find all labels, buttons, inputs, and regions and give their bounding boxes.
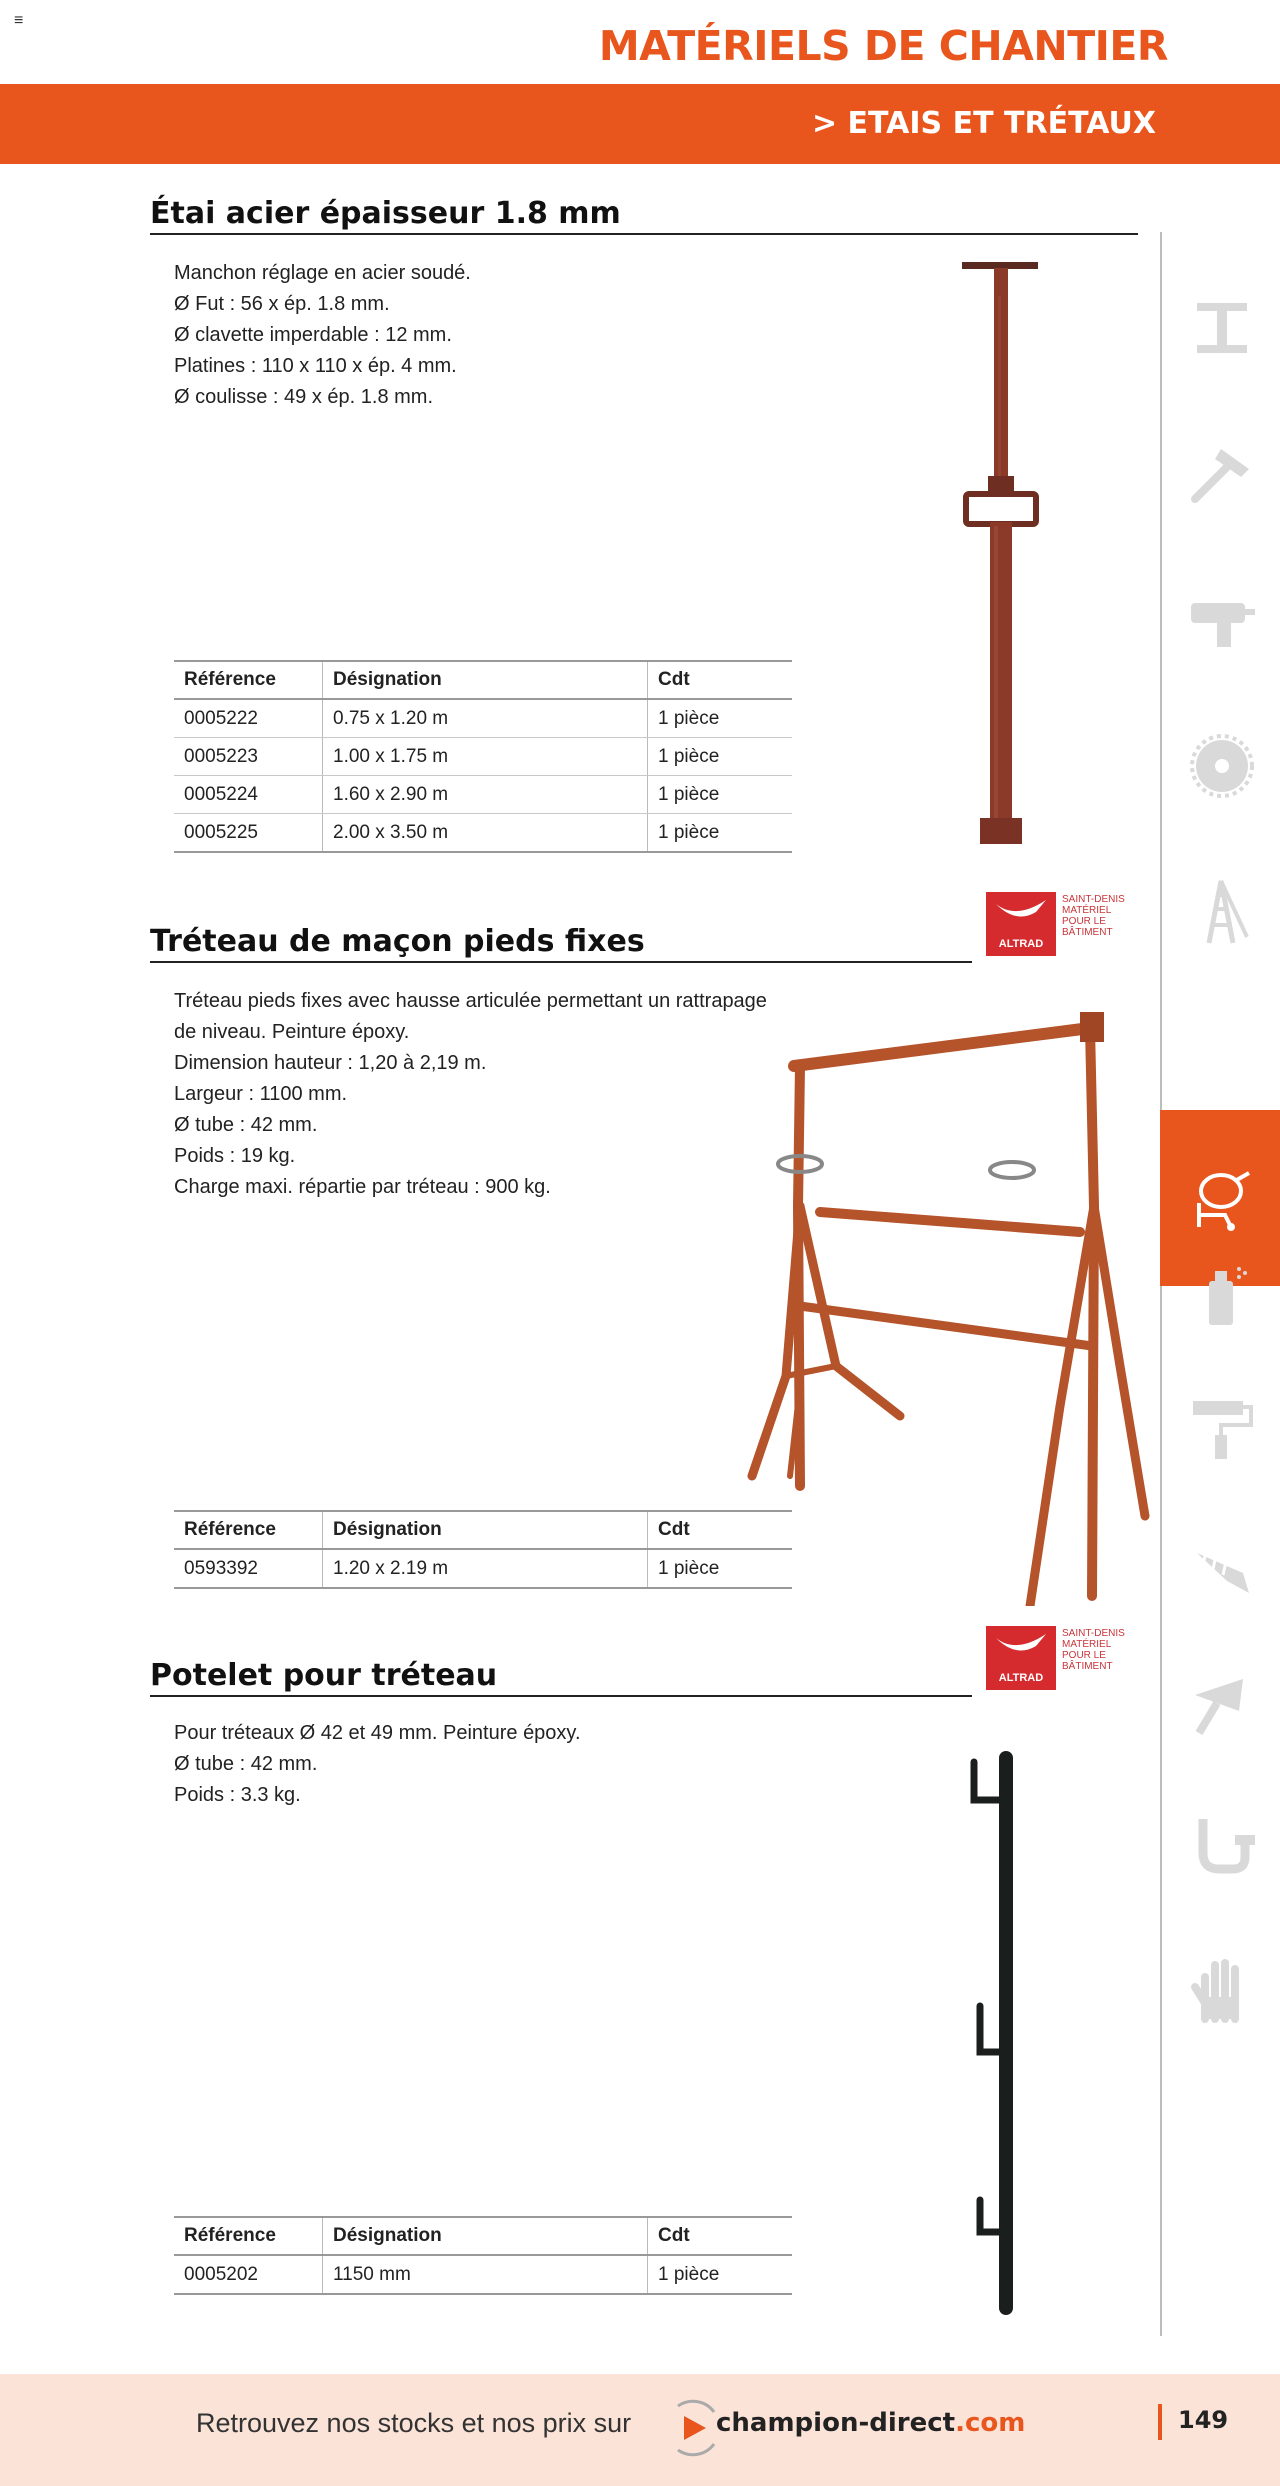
desc-line: Charge maxi. répartie par tréteau : 900 kg. <box>174 1176 551 1198</box>
section-subtitle: > ETAIS ET TRÉTAUX <box>811 106 1156 141</box>
category-sidebar <box>1160 232 1280 2336</box>
logo-tagline: POUR LE <box>1062 1650 1106 1661</box>
footer-text: Retrouvez nos stocks et nos prix sur <box>196 2408 632 2438</box>
desc-line: Pour tréteaux Ø 42 et 49 mm. Peinture époxy. <box>174 1722 581 1744</box>
product-description-potelet <box>174 1718 581 1811</box>
table-row <box>174 738 792 776</box>
brand-name: champion-direct <box>716 2408 956 2438</box>
col-header-designation: Désignation <box>323 2217 648 2255</box>
table-row <box>174 814 792 853</box>
cell-cdt: 1 pièce <box>648 776 793 814</box>
col-header-designation: Désignation <box>323 1511 648 1549</box>
product-title-etai: Étai acier épaisseur 1.8 mm <box>150 196 621 231</box>
col-header-reference: Référence <box>174 2217 323 2255</box>
title-rule <box>150 1695 972 1697</box>
cell-designation: 1.00 x 1.75 m <box>323 738 648 776</box>
i-beam-icon[interactable] <box>1164 268 1280 388</box>
title-rule <box>150 961 972 963</box>
cell-reference: 0005222 <box>174 699 323 738</box>
page-number-bar <box>1158 2404 1162 2440</box>
cell-designation: 1.20 x 2.19 m <box>323 1549 648 1588</box>
product-title-potelet: Potelet pour tréteau <box>150 1658 498 1693</box>
table-row <box>174 776 792 814</box>
desc-line: Largeur : 1100 mm. <box>174 1083 348 1105</box>
cell-designation: 0.75 x 1.20 m <box>323 699 648 738</box>
saw-blade-icon[interactable] <box>1164 706 1280 826</box>
product-description-treteau <box>174 986 767 1203</box>
champion-direct-link[interactable] <box>666 2392 1066 2462</box>
cell-designation: 1.60 x 2.90 m <box>323 776 648 814</box>
paint-roller-icon[interactable] <box>1164 1368 1280 1488</box>
col-header-reference: Référence <box>174 661 323 699</box>
page-number: 149 <box>1178 2406 1229 2434</box>
desc-line: Ø coulisse : 49 x ép. 1.8 mm. <box>174 386 433 408</box>
desc-line: Tréteau pieds fixes avec hausse articulée permettant un rattrapage <box>174 990 767 1012</box>
table-row <box>174 699 792 738</box>
desc-line: Ø tube : 42 mm. <box>174 1114 318 1136</box>
logo-tagline: BÂTIMENT <box>1062 1661 1113 1672</box>
reference-table-treteau <box>174 1510 792 1589</box>
logo-tagline: SAINT-DENIS <box>1062 1628 1125 1639</box>
cell-reference: 0593392 <box>174 1549 323 1588</box>
brand-tld: .com <box>955 2408 1026 2438</box>
desc-line: Ø tube : 42 mm. <box>174 1753 318 1775</box>
desc-line: Ø clavette imperdable : 12 mm. <box>174 324 452 346</box>
footer <box>0 2374 1280 2486</box>
product-description-etai <box>174 258 471 413</box>
table-header-row <box>174 2217 792 2255</box>
altrad-logo <box>986 892 1186 956</box>
section-band <box>0 84 1280 164</box>
table-row <box>174 2255 792 2294</box>
table-row <box>174 1549 792 1588</box>
title-rule <box>150 233 1138 235</box>
logo-tagline: SAINT-DENIS <box>1062 894 1125 905</box>
table-header-row <box>174 661 792 699</box>
glove-icon[interactable] <box>1164 1928 1280 2048</box>
page-title: MATÉRIELS DE CHANTIER <box>598 22 1168 70</box>
logo-tagline: MATÉRIEL <box>1062 1639 1112 1650</box>
funnel-icon[interactable] <box>1164 1650 1280 1770</box>
table-header-row <box>174 1511 792 1549</box>
cell-reference: 0005224 <box>174 776 323 814</box>
cell-designation: 2.00 x 3.50 m <box>323 814 648 853</box>
desc-line: Platines : 110 x 110 x ép. 4 mm. <box>174 355 457 377</box>
cell-cdt: 1 pièce <box>648 1549 793 1588</box>
cell-reference: 0005223 <box>174 738 323 776</box>
mason-trestle-image <box>740 1006 1150 1606</box>
col-header-cdt: Cdt <box>648 1511 793 1549</box>
logo-name: ALTRAD <box>998 1672 1044 1684</box>
desc-line: Manchon réglage en acier soudé. <box>174 262 471 284</box>
col-header-cdt: Cdt <box>648 661 793 699</box>
cell-reference: 0005202 <box>174 2255 323 2294</box>
trestle-post-image <box>960 1748 1040 2318</box>
logo-tagline: POUR LE <box>1062 916 1106 927</box>
spray-can-icon[interactable] <box>1164 1234 1280 1354</box>
cell-reference: 0005225 <box>174 814 323 853</box>
drill-icon[interactable] <box>1164 558 1280 678</box>
play-icon <box>666 2398 720 2458</box>
altrad-logo <box>986 1626 1186 1690</box>
logo-tagline: BÂTIMENT <box>1062 927 1113 938</box>
logo-tagline: MATÉRIEL <box>1062 905 1112 916</box>
cell-cdt: 1 pièce <box>648 699 793 738</box>
cell-cdt: 1 pièce <box>648 738 793 776</box>
col-header-reference: Référence <box>174 1511 323 1549</box>
pipe-icon[interactable] <box>1164 1788 1280 1908</box>
desc-line: de niveau. Peinture époxy. <box>174 1021 410 1043</box>
ladder-icon[interactable] <box>1164 852 1280 972</box>
reference-table-potelet <box>174 2216 792 2295</box>
col-header-cdt: Cdt <box>648 2217 793 2255</box>
desc-line: Poids : 3.3 kg. <box>174 1784 301 1806</box>
cell-cdt: 1 pièce <box>648 2255 793 2294</box>
product-title-treteau: Tréteau de maçon pieds fixes <box>150 924 645 959</box>
desc-line: Ø Fut : 56 x ép. 1.8 mm. <box>174 293 390 315</box>
menu-icon[interactable]: ≡ <box>14 12 24 29</box>
steel-prop-image <box>950 256 1050 868</box>
reference-table-etai <box>174 660 792 853</box>
logo-name: ALTRAD <box>998 938 1044 950</box>
cell-designation: 1150 mm <box>323 2255 648 2294</box>
screw-icon[interactable] <box>1164 1508 1280 1628</box>
col-header-designation: Désignation <box>323 661 648 699</box>
cell-cdt: 1 pièce <box>648 814 793 853</box>
desc-line: Poids : 19 kg. <box>174 1145 296 1167</box>
hammer-icon[interactable] <box>1164 414 1280 534</box>
desc-line: Dimension hauteur : 1,20 à 2,19 m. <box>174 1052 487 1074</box>
